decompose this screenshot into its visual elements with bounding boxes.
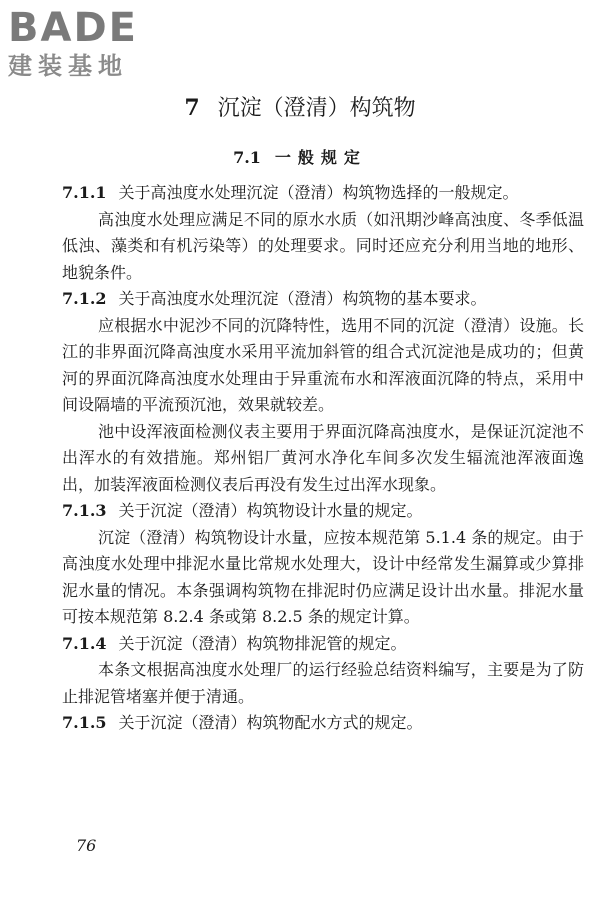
- chapter-title: [0, 94, 600, 123]
- paragraph: [62, 498, 584, 525]
- logo-wordmark: BADE: [8, 5, 138, 51]
- chapter-title-text: 沉淀（澄清）构筑物: [217, 96, 416, 121]
- paragraph-text: 池中设浑液面检测仪表主要用于界面沉降高浊度水，是保证沉淀池不出浑水的有效措施。郑州铝厂黄河水净化车间多次发生辐流池浑液面逸出，加装浑液面检测仪表后再没有发生过出浑水现象。: [62, 421, 584, 494]
- paragraph-text: 关于高浊度水处理沉淀（澄清）构筑物的基本要求。: [118, 289, 487, 308]
- section-title-text: 一般规定: [274, 148, 367, 167]
- body-text: [62, 180, 584, 737]
- section-title: [0, 147, 600, 169]
- paragraph-text: 应根据水中泥沙不同的沉降特性，选用不同的沉淀（澄清）设施。长江的非界面沉降高浊度水采用平流加斜管的组合式沉淀池是成功的；但黄河的界面沉降高浊度水处理由于异重流布水和浑液面沉降的特点，采用中间设隔墙的平流预沉池，效果就较差。: [62, 315, 584, 414]
- paragraph: [62, 657, 584, 710]
- paragraph: [62, 313, 584, 419]
- paragraph: [62, 207, 584, 287]
- clause-number: 7.1.5: [62, 713, 107, 732]
- paragraph: [62, 419, 584, 499]
- paragraph: [62, 525, 584, 631]
- logo: [8, 6, 178, 80]
- clause-number: 7.1.1: [62, 183, 107, 202]
- paragraph-text: 关于沉淀（澄清）构筑物设计水量的规定。: [118, 501, 423, 520]
- paragraph-text: 关于高浊度水处理沉淀（澄清）构筑物选择的一般规定。: [118, 183, 519, 202]
- paragraph-text: 沉淀（澄清）构筑物设计水量，应按本规范第 5.1.4 条的规定。由于高浊度水处理中排泥水量比常规水处理大，设计中经常发生漏算或少算排泥水量的情况。本条强调构筑物在排泥时仍应满足设计出水量。排泥水量可按本规范第 8.2.4 条或第 8.2.5 条的规定计算。: [62, 527, 584, 626]
- chapter-number: 7: [184, 95, 200, 121]
- section-number: 7.1: [233, 148, 261, 167]
- paragraph: [62, 631, 584, 658]
- paragraph-text: 高浊度水处理应满足不同的原水水质（如汛期沙峰高浊度、冬季低温低浊、藻类和有机污染等）的处理要求。同时还应充分利用当地的地形、地貌条件。: [62, 209, 584, 282]
- page-number: 76: [76, 836, 97, 855]
- paragraph: [62, 286, 584, 313]
- paragraph: [62, 710, 584, 737]
- clause-number: 7.1.2: [62, 289, 107, 308]
- clause-number: 7.1.3: [62, 501, 107, 520]
- clause-number: 7.1.4: [62, 633, 107, 653]
- paragraph-text: 本条文根据高浊度水处理厂的运行经验总结资料编写，主要是为了防止排泥管堵塞并便于清通。: [62, 660, 584, 706]
- logo-subtitle: 建装基地: [8, 52, 128, 80]
- paragraph: [62, 180, 584, 207]
- paragraph-text: 关于沉淀（澄清）构筑物配水方式的规定。: [118, 713, 423, 732]
- paragraph-text: 关于沉淀（澄清）构筑物排泥管的规定。: [118, 633, 407, 653]
